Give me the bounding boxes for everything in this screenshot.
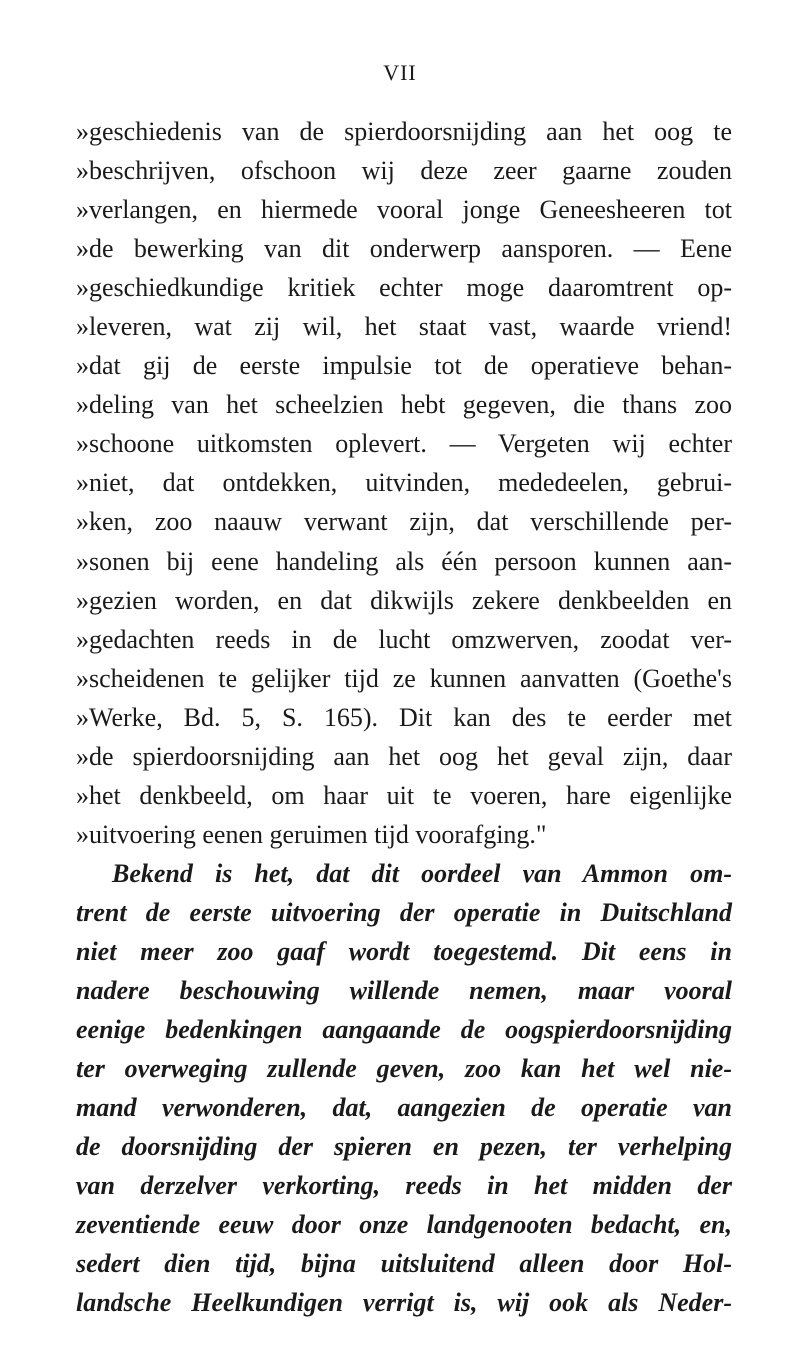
text-line: sedert dien tijd, bijna uitsluitend alleen door Hol- — [76, 1249, 732, 1279]
text-line: »scheidenen te gelijker tijd ze kunnen aanvatten (Goethe's — [76, 663, 732, 693]
text-line: »deling van het scheelzien hebt gegeven, die thans zoo — [76, 390, 732, 420]
text-line: landsche Heelkundigen verrigt is, wij ook als Neder- — [76, 1288, 732, 1318]
page-number: VII — [383, 60, 417, 85]
text-line: »beschrijven, ofschoon wij deze zeer gaarne zouden — [76, 156, 732, 186]
text-line: »dat gij de eerste impulsie tot de operatieve behan- — [76, 351, 732, 381]
text-line: »leveren, wat zij wil, het staat vast, waarde vriend! — [76, 312, 732, 342]
text-line: »verlangen, en hiermede vooral jonge Geneesheeren tot — [76, 195, 732, 225]
text-line: »schoone uitkomsten oplevert. — Vergeten wij echter — [76, 429, 732, 459]
text-line: »niet, dat ontdekken, uitvinden, mededeelen, gebrui- — [76, 468, 732, 498]
text-line: nadere beschouwing willende nemen, maar vooral — [76, 976, 732, 1006]
text-line: »gezien worden, en dat dikwijls zekere denkbeelden en — [76, 585, 732, 615]
text-line: ter overweging zullende geven, zoo kan het wel nie- — [76, 1054, 732, 1084]
text-line: »gedachten reeds in de lucht omzwerven, zoodat ver- — [76, 624, 732, 654]
text-line: »de bewerking van dit onderwerp aansporen. — Eene — [76, 234, 732, 264]
text-line: zeventiende eeuw door onze landgenooten bedacht, en, — [76, 1210, 732, 1240]
text-line: »de spierdoorsnijding aan het oog het geval zijn, daar — [76, 741, 732, 771]
text-line: de doorsnijding der spieren en pezen, ter verhelping — [76, 1132, 732, 1162]
text-line: van derzelver verkorting, reeds in het midden der — [76, 1171, 732, 1201]
text-line: eenige bedenkingen aangaande de oogspierdoorsnijding — [76, 1015, 732, 1045]
text-line: niet meer zoo gaaf wordt toegestemd. Dit eens in — [76, 936, 732, 966]
text-line: »uitvoering eenen geruimen tijd voorafging." — [76, 819, 547, 849]
text-line: mand verwonderen, dat, aangezien de operatie van — [76, 1093, 732, 1123]
paragraph-start-line: Bekend is het, dat dit oordeel van Ammon om- — [112, 858, 732, 888]
text-line: »ken, zoo naauw verwant zijn, dat verschillende per- — [76, 507, 732, 537]
text-line: »Werke, Bd. 5, S. 165). Dit kan des te eerder met — [76, 702, 732, 732]
body-text — [76, 112, 732, 1322]
text-line: trent de eerste uitvoering der operatie in Duitschland — [76, 897, 732, 927]
text-line: »geschiedkundige kritiek echter moge daaromtrent op- — [76, 273, 732, 303]
text-line: »geschiedenis van de spierdoorsnijding aan het oog te — [76, 117, 732, 146]
text-line: »het denkbeeld, om haar uit te voeren, hare eigenlijke — [76, 780, 732, 810]
text-line: »sonen bij eene handeling als één persoon kunnen aan- — [76, 546, 732, 576]
